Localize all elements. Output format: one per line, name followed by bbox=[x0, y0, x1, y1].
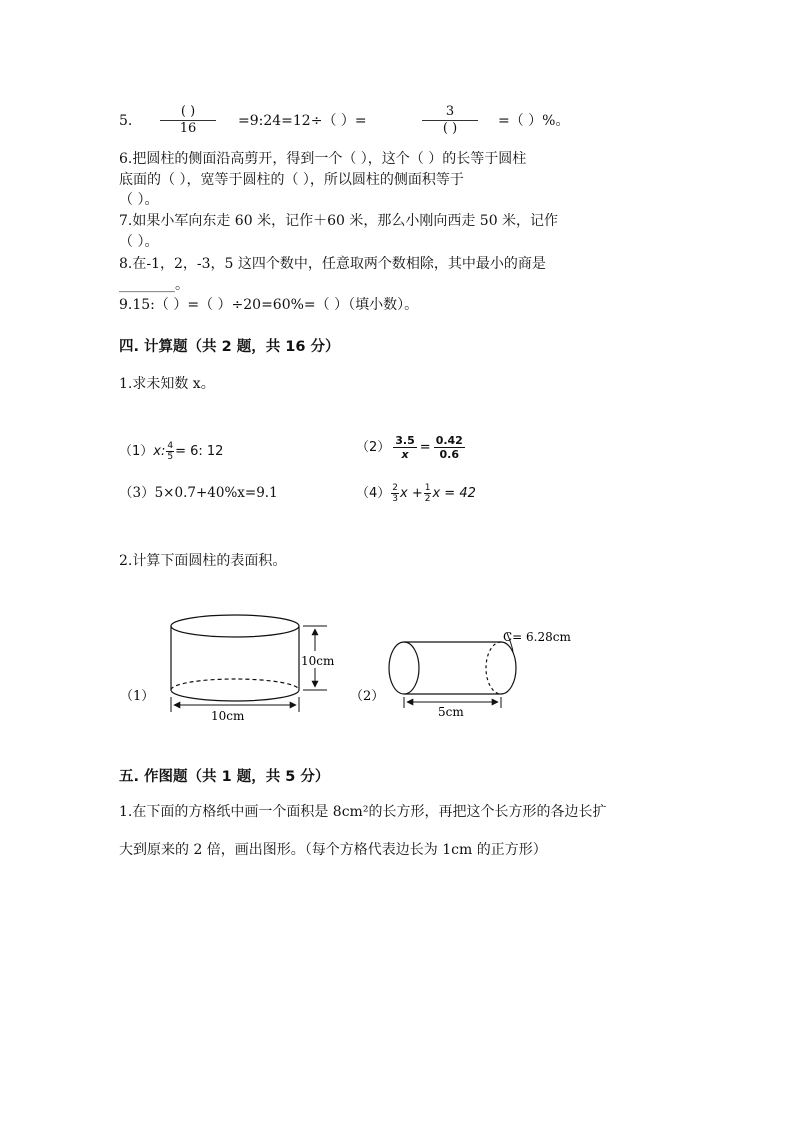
equation-1-x: x: bbox=[153, 444, 166, 459]
equation-1-fraction bbox=[166, 441, 174, 462]
cylinder-2-diagram bbox=[389, 633, 516, 708]
equation-2-left-fraction bbox=[393, 434, 417, 461]
equation-2-right-num: 0.42 bbox=[435, 434, 463, 447]
equation-4-mid: x + bbox=[400, 486, 423, 501]
equation-2 bbox=[356, 434, 468, 461]
section-4-title: 四. 计算题（共 2 题，共 16 分） bbox=[119, 339, 340, 355]
equation-4 bbox=[356, 482, 476, 504]
section-5-line-2: 大到原来的 2 倍，画出图形。（每个方格代表边长为 1cm 的正方形） bbox=[119, 842, 547, 858]
q7-line-2: （ ）。 bbox=[119, 234, 159, 250]
q5-fraction-2 bbox=[422, 104, 478, 137]
equation-2-equals: = bbox=[419, 440, 431, 455]
equation-4-fraction-2 bbox=[424, 483, 432, 504]
equation-2-right-den: 0.6 bbox=[439, 448, 459, 461]
equation-1-rest: = 6: 12 bbox=[175, 444, 224, 459]
equation-2-label: （2） bbox=[356, 440, 391, 455]
equation-4-frac2-den: 2 bbox=[424, 494, 431, 504]
q5-tail-text: =（ ）%。 bbox=[498, 113, 570, 129]
section-5-title: 五. 作图题（共 1 题，共 5 分） bbox=[119, 769, 330, 785]
equation-2-left-num: 3.5 bbox=[395, 434, 415, 447]
equation-1 bbox=[119, 440, 223, 462]
cylinder-1-label: （1） bbox=[120, 689, 155, 704]
cylinder-2-length-label: 5cm bbox=[438, 705, 464, 719]
q9-line-1: 9.15:（ ）=（ ）÷20=60%=（ ）（填小数）。 bbox=[119, 297, 419, 313]
q6-line-3: （ ）。 bbox=[119, 192, 159, 208]
q5-frac2-denominator: ( ) bbox=[442, 121, 458, 136]
equation-4-label: （4） bbox=[356, 486, 391, 501]
equation-4-frac2-num: 1 bbox=[424, 483, 431, 493]
q8-line-1: 8.在-1，2，-3，5 这四个数中，任意取两个数相除，其中最小的商是 bbox=[119, 256, 546, 272]
q5-frac2-numerator: 3 bbox=[445, 104, 455, 119]
equation-3: （3）5×0.7+40%x=9.1 bbox=[119, 485, 278, 501]
equation-1-frac-num: 4 bbox=[167, 441, 174, 451]
q5-frac1-numerator: ( ) bbox=[180, 104, 196, 119]
equation-1-label: （1） bbox=[119, 444, 154, 459]
section-4-problem-2-title: 2.计算下面圆柱的表面积。 bbox=[119, 553, 287, 569]
q5-fraction-1 bbox=[160, 104, 216, 137]
equation-4-frac1-num: 2 bbox=[392, 483, 399, 493]
q5-middle-text: =9:24=12÷（ ）= bbox=[238, 113, 367, 129]
cylinder-1-diameter-label: 10cm bbox=[211, 709, 245, 723]
q8-line-2: ________。 bbox=[119, 277, 189, 293]
equation-2-left-den: x bbox=[401, 448, 409, 461]
equation-4-rest: x = 42 bbox=[432, 486, 476, 501]
q6-line-1: 6.把圆柱的侧面沿高剪开，得到一个（ ），这个（ ）的长等于圆柱 bbox=[119, 151, 527, 167]
q5-frac1-denominator: 16 bbox=[179, 121, 197, 136]
section-4-problem-1-title: 1.求未知数 x。 bbox=[119, 376, 215, 392]
equation-4-fraction-1 bbox=[391, 483, 399, 504]
q7-line-1: 7.如果小军向东走 60 米，记作＋60 米，那么小刚向西走 50 米，记作 bbox=[119, 213, 559, 229]
equation-4-frac1-den: 3 bbox=[392, 494, 399, 504]
q5-number: 5. bbox=[119, 113, 133, 129]
q6-line-2: 底面的（ ），宽等于圆柱的（ ），所以圆柱的侧面积等于 bbox=[119, 172, 464, 188]
cylinder-2-circumference-label: C= 6.28cm bbox=[503, 630, 571, 644]
section-5-line-1: 1.在下面的方格纸中画一个面积是 8cm²的长方形，再把这个长方形的各边长扩 bbox=[119, 804, 607, 820]
cylinder-2-label: （2） bbox=[350, 689, 385, 704]
cylinder-1-height-label: 10cm bbox=[301, 654, 335, 668]
equation-2-right-fraction bbox=[434, 434, 465, 461]
equation-1-frac-den: 5 bbox=[167, 452, 174, 462]
cylinder-figures bbox=[0, 600, 794, 730]
